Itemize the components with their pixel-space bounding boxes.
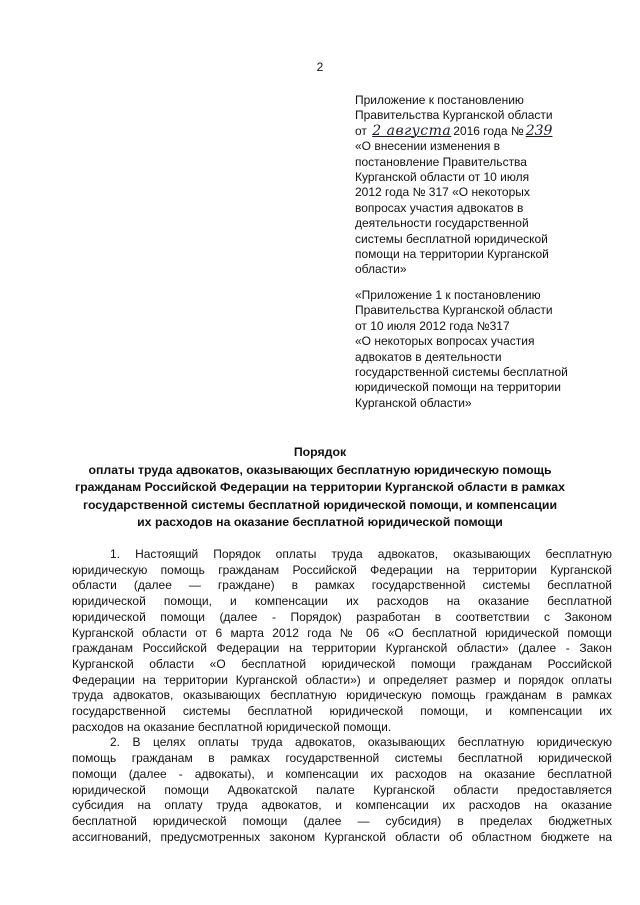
paragraph-line: бесплатной юридической помощи (далее — субсидия) в пределах бюджетных [72, 813, 612, 828]
paragraph-line: юридической помощи Адвокатской палате Курганской области предоставляется [72, 782, 612, 797]
appendix-header-original [355, 288, 600, 411]
paragraph-line: юридической помощи (далее - Порядок) разработан в соответствии с Законом [72, 609, 612, 624]
appendix-line: от 10 июля 2012 года №317 [355, 318, 510, 333]
appendix-line: 2012 года № 317 «О некоторых [355, 185, 530, 200]
appendix-header-amendment [355, 93, 600, 278]
appendix-line: «О внесении изменения в [355, 139, 501, 154]
paragraph-line: субсидия на оплату труда адвокатов, и компенсации их расходов на оказание [72, 798, 612, 813]
appendix-line: «О некоторых вопросах участия [355, 334, 535, 349]
paragraph-line: Курганской области от 6 марта 2012 года № 06 «О бесплатной юридической помощи [72, 625, 612, 640]
handwritten-number: 239 [525, 122, 553, 139]
appendix-line: юридической помощи на территории [355, 380, 561, 395]
paragraph-line: юридической помощи, и компенсации их расходов на оказание бесплатной [72, 594, 612, 609]
appendix-line: вопросах участия адвокатов в [355, 200, 524, 215]
paragraph-line: Курганской области «О бесплатной юридической помощи гражданам Российской [72, 656, 612, 671]
paragraph-line: государственной системы бесплатной юридической помощи, и компенсации их [72, 704, 612, 719]
appendix-line: Приложение к постановлению [355, 93, 524, 107]
paragraph-line: помощь гражданам в рамках государственной системы бесплатной юридической [72, 751, 612, 766]
date-mid: 2016 года № [453, 123, 524, 138]
title-line: их расходов на оказание бесплатной юридической помощи [137, 515, 503, 530]
title-line: Порядок [293, 445, 347, 459]
document-body [72, 547, 612, 845]
paragraph-line: юридическую помощь гражданам Российской Федерации на территории Курганской [72, 562, 612, 577]
paragraph-line: ассигнований, предусмотренных законом Курганской области об областном бюджете на [72, 829, 612, 844]
paragraph-line: Федерации на территории Курганской области») и определяет размер и порядок оплаты [72, 672, 612, 687]
appendix-line: деятельности государственной [355, 216, 529, 231]
appendix-line: Курганской области» [355, 395, 472, 410]
appendix-line: адвокатов в деятельности [355, 349, 502, 364]
paragraph-line: гражданам Российской Федерации на территории Курганской области» (далее - Закон [72, 641, 612, 656]
appendix-line: Курганской области от 10 июля [355, 170, 530, 185]
title-line: оплаты труда адвокатов, оказывающих бесплатную юридическую помощь [88, 462, 552, 477]
appendix-line: системы бесплатной юридической [355, 231, 548, 246]
title-line: гражданам Российской Федерации на территории Курганской области в рамках [75, 480, 565, 495]
paragraph-line: области (далее — граждане) в рамках государственной системы бесплатной [72, 578, 612, 593]
paragraph-line: 2. В целях оплаты труда адвокатов, оказывающих бесплатную юридическую [110, 735, 612, 750]
appendix-line: помощи на территории Курганской [355, 247, 549, 262]
title-line: государственной системы бесплатной юридической помощи, и компенсации [82, 497, 558, 512]
appendix-line: «Приложение 1 к постановлению [355, 288, 541, 302]
appendix-line: Правительства Курганской области [355, 108, 553, 123]
paragraph-2 [72, 735, 612, 845]
appendix-date-line [355, 124, 600, 139]
page-number: 2 [316, 60, 324, 74]
paragraph-line: помощи (далее - адвокаты), и компенсации их расходов на оказание бесплатной [72, 766, 612, 781]
date-prefix: от [355, 123, 367, 138]
document-title [0, 444, 640, 532]
appendix-line: области» [355, 262, 407, 277]
paragraph-line: расходов на оказание бесплатной юридической помощи. [72, 719, 392, 734]
handwritten-date: 2 августа [372, 122, 452, 139]
appendix-line: постановление Правительства [355, 154, 527, 169]
appendix-line: Правительства Курганской области [355, 303, 553, 318]
appendix-line: государственной системы бесплатной [355, 365, 568, 380]
paragraph-line: 1. Настоящий Порядок оплаты труда адвокатов, оказывающих бесплатную [110, 547, 612, 561]
paragraph-line: труда адвокатов, оказывающих бесплатную юридическую помощь гражданам в рамках [72, 688, 612, 703]
paragraph-1 [72, 547, 612, 735]
